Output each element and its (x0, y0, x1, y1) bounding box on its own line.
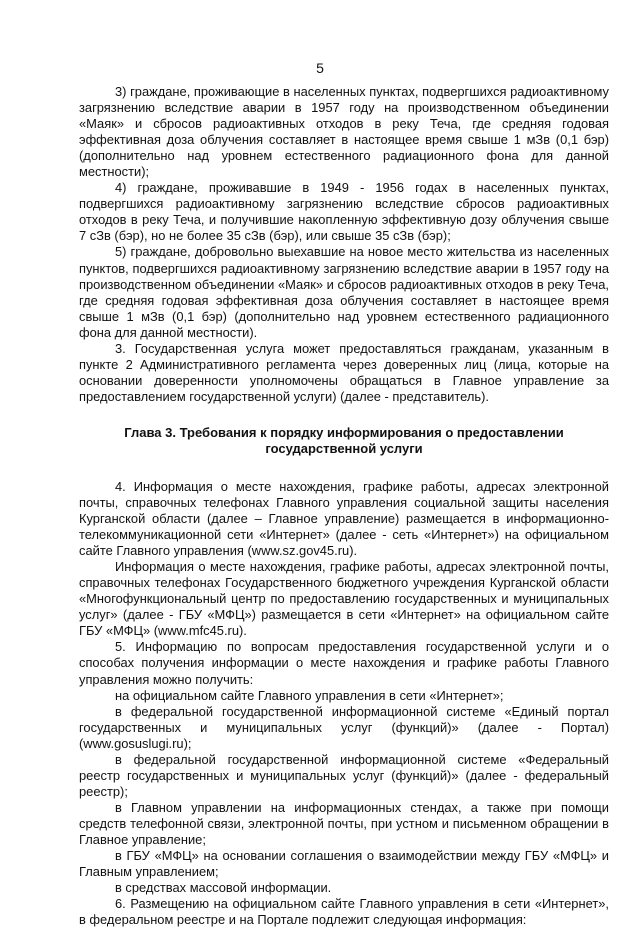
paragraph-section-6: 6. Размещению на официальном сайте Главного управления в сети «Интернет», в федеральном реестре и на Портале подлежит следующая информация: (79, 896, 609, 928)
list-item-portal: в федеральной государственной информационной системе «Единый портал государственных и муниципальных услуг (функций)» (далее - Портал) (www.gosuslugi.ru); (79, 703, 609, 751)
paragraph-section-5: 5. Информацию по вопросам предоставления государственной услуги и о способах получения информации о месте нахождения и графике работы Главного управления можно получить: (79, 639, 609, 687)
paragraph-section-4: 4. Информация о месте нахождения, графике работы, адресах электронной почты, справочных телефонах Главного управления социальной защиты населения Курганской области (далее – Главное управление) размещается в информационно-телекоммуникационной сети «Интернет» (далее - сеть «Интернет») на официальном сайте Главного управления (www.sz.gov45.ru). (79, 478, 609, 559)
paragraph-section-3: 3. Государственная услуга может предоставляться гражданам, указанным в пункте 2 Административного регламента через доверенных лиц (лица, которые на основании доверенности уполномочены обращаться в Главное управление за предоставлением государственной услуги) (далее - представитель). (79, 340, 609, 404)
list-item-official-site: на официальном сайте Главного управления в сети «Интернет»; (115, 687, 504, 703)
list-item-main-office: в Главном управлении на информационных стендах, а также при помощи средств телефонной связи, электронной почты, при устном и письменном обращении в Главное управление; (79, 799, 609, 847)
paragraph-item-5: 5) граждане, добровольно выехавшие на новое место жительства из населенных пунктов, подвергшихся радиоактивному загрязнению вследствие аварии в 1957 году на производственном объединении «Маяк» и сбросов радиоактивных отходов в реку Теча, где средняя годовая эффективная доза облучения составляет в настоящее время свыше 1 мЗв (0,1 бэр) (дополнительно над уровнем естественного радиационного фона для данной местности). (79, 244, 609, 340)
paragraph-item-3: 3) граждане, проживающие в населенных пунктах, подвергшихся радиоактивному загрязнению вследствие аварии в 1957 году на производственном объединении «Маяк» и сбросов радиоактивных отходов в реку Теча, где средняя годовая эффективная доза облучения составляет в настоящее время свыше 1 мЗв (0,1 бэр) (дополнительно над уровнем естественного радиационного фона для данной местности); (79, 84, 609, 180)
list-item-federal-registry: в федеральной государственной информационной системе «Федеральный реестр государственных и муниципальных услуг (функций)» (далее - федеральный реестр); (79, 751, 609, 799)
list-item-media: в средствах массовой информации. (115, 880, 332, 896)
chapter-heading: Глава 3. Требования к порядку информирования о предоставлении государственной услуги (124, 424, 564, 456)
list-item-mfc: в ГБУ «МФЦ» на основании соглашения о взаимодействии между ГБУ «МФЦ» и Главным управлением; (79, 848, 609, 880)
paragraph-item-4: 4) граждане, проживавшие в 1949 - 1956 годах в населенных пунктах, подвергшихся радиоактивному загрязнению вследствие сбросов радиоактивных отходов в реку Теча, и получившие накопленную эффективную дозу облучения свыше 7 сЗв (бэр), но не более 35 сЗв (бэр), или свыше 35 сЗв (бэр); (79, 180, 609, 244)
document-body (79, 84, 609, 928)
page-number: 5 (316, 60, 324, 76)
paragraph-mfc-info: Информация о месте нахождения, графике работы, адресах электронной почты, справочных телефонах Государственного бюджетного учреждения Курганской области «Многофункциональный центр по предоставлению государственных и муниципальных услуг» (далее - ГБУ «МФЦ») размещается в сети «Интернет» на официальном сайте ГБУ «МФЦ» (www.mfc45.ru). (79, 559, 609, 639)
